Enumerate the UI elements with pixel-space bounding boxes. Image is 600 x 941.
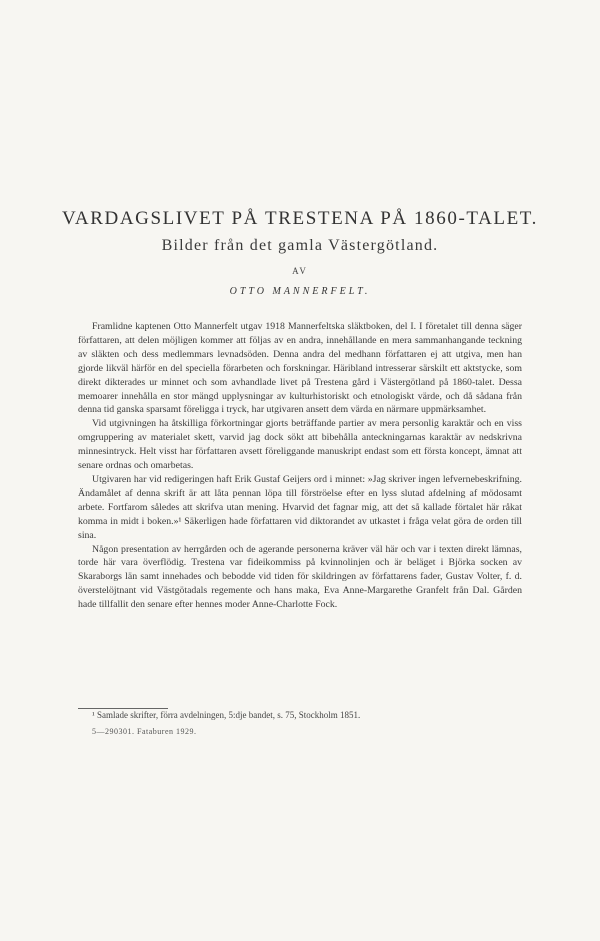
byline-label: AV	[292, 266, 308, 276]
paragraph: Någon presentation av herrgården och de agerande personerna kräver väl här och var i texten direkt lämnas, torde här vara överflödig. Trestena var fideikommiss på kvinnolinjen och är beläget i Björka socken av Skaraborgs län samt innehades och bebodde vid tiden för skildringen av författarens fader, Gustav Volter, f. d. överstelöjtnant vid Västgötadals regemente och hans maka, Eva Anne-Margarethe Granfelt från Dal. Gården hade tillfallit den senare efter hennes moder Anne-Charlotte Fock.	[78, 543, 522, 611]
paragraph: Utgivaren har vid redigeringen haft Erik Gustaf Geijers ord i minnet: »Jag skriver ingen lefvernebeskrifning. Ändamålet af denna skrift är att låta pennan löpa till förströelse efter en lyss slutad afdelning af mödosamt arbete. Fortfarom således att skrifva utan mening. Hvarvid det fagnar mig, att det så kallade förtalet här råkat komma in midt i boken.»¹ Säkerligen hade författaren vid diktorandet av utkastet i fråga velat göra de orden till sina.	[78, 473, 522, 541]
paragraph: Framlidne kaptenen Otto Mannerfelt utgav 1918 Mannerfeltska släktboken, del I. I företalet till denna säger författaren, att delen möjligen kommer att följas av en andra, innehållande en mera sammanhangande teckning av släkten och dess medlemmars levnadsöden. Denna andra del medhann författaren ej att utgiva, men han gjorde likväl härför en del speciella förarbeten och forskningar. Häribland intresserar särskilt ett aktstycke, som direkt dikterades ur minnet och som avhandlade livet på Trestena gård i Västergötland på 1860-talet. Dessa memoarer innehålla en stor mängd upplysningar av kulturhistoriskt och etnologiskt värde, och då sådana från denna tid ganska sparsamt föreligga i tryck, har utgivaren ansett dem värda en närmare uppmärksamhet.	[78, 321, 522, 416]
article-title: VARDAGSLIVET PÅ TRESTENA PÅ 1860-TALET.	[62, 208, 538, 229]
article-subtitle: Bilder från det gamla Västergötland.	[161, 237, 439, 254]
article-body	[78, 320, 522, 612]
author-name: OTTO MANNERFELT.	[229, 286, 371, 297]
footnote: ¹ Samlade skrifter, förra avdelningen, 5:dje bandet, s. 75, Stockholm 1851.	[92, 710, 361, 720]
paragraph: Vid utgivningen ha åtskilliga förkortningar gjorts beträffande partier av mera personlig karaktär och en viss omgruppering av materialet skett, varvid jag dock sökt att bibehålla anteckningarnas karaktär av nedskrivna minnesintryck. Helt visst har författaren avsett föreliggande manuskript endast som ett första koncept, ämnat att senare ordnas och omarbetas.	[78, 418, 522, 472]
print-line: 5—290301. Fataburen 1929.	[92, 727, 197, 736]
